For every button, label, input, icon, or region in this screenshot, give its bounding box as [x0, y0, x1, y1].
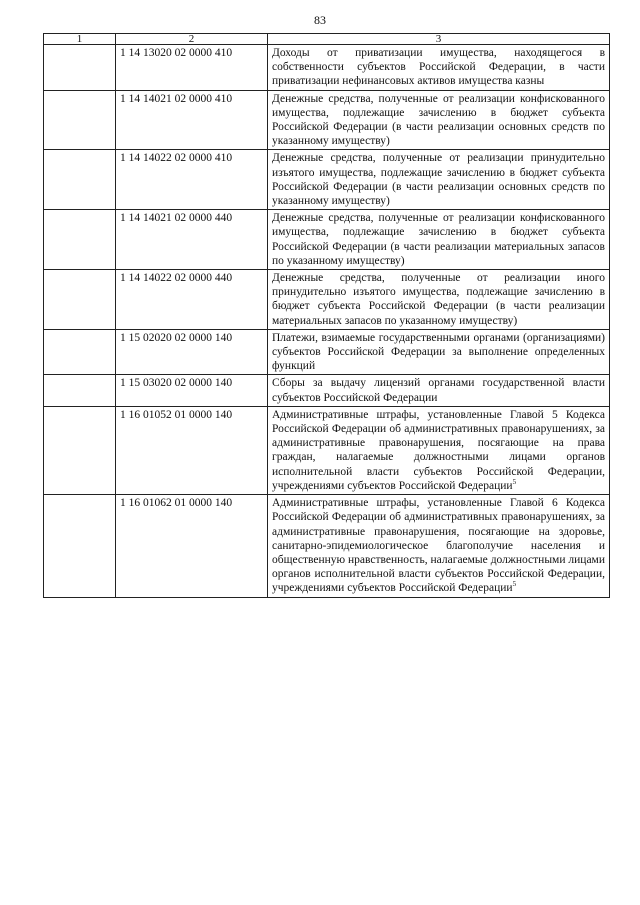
income-description-text: Денежные средства, полученные от реализации принудительно изъятого имущества, подлежащие зачислению в бюджет субъекта Российской Федерации (в части реализации основных средств по указанному имуществу)	[272, 152, 605, 208]
income-description-cell	[268, 329, 610, 375]
budget-code-cell: 1 14 14022 02 0000 410	[116, 150, 268, 210]
table-row	[44, 375, 610, 406]
income-description-text: Денежные средства, полученные от реализации конфискованного имущества, подлежащие зачислению в бюджет субъекта Российской Федерации (в части реализации материальных запасов по указанному имуществу)	[272, 212, 605, 267]
budget-code-cell: 1 15 02020 02 0000 140	[116, 329, 268, 375]
budget-code-cell: 1 14 14021 02 0000 410	[116, 90, 268, 150]
income-description-cell	[268, 375, 610, 406]
table-row	[44, 406, 610, 494]
income-codes-table	[43, 33, 610, 598]
row-number-cell	[44, 210, 116, 270]
income-description-text: Административные штрафы, установленные Главой 6 Кодекса Российской Федерации об административных правонарушениях, за административные правонарушения, посягающие на здоровье, санитарно-эпидемиологическое благополучие населения и общественную нравственность, налагаемые должностными лицами органов исполнительной власти субъектов Российской Федерации, учреждениями субъектов Российской Федерации	[272, 497, 605, 595]
income-description-cell	[268, 495, 610, 597]
income-description-text: Платежи, взимаемые государственными органами (организациями) субъектов Российской Федерации за выполнение определенных функций	[272, 331, 605, 373]
row-number-cell	[44, 406, 116, 494]
income-description-cell	[268, 45, 610, 91]
row-number-cell	[44, 375, 116, 406]
budget-code-cell: 1 14 14022 02 0000 440	[116, 270, 268, 330]
income-description-text: Доходы от приватизации имущества, находящегося в собственности субъектов Российской Федерации, в части приватизации нефинансовых активов имущества казны	[272, 47, 605, 88]
income-description-cell	[268, 90, 610, 150]
table-row	[44, 495, 610, 597]
row-number-cell	[44, 495, 116, 597]
table-row	[44, 90, 610, 150]
page-number: 83	[314, 13, 326, 27]
budget-code-cell: 1 14 13020 02 0000 410	[116, 45, 268, 91]
income-description-cell	[268, 270, 610, 330]
income-description-text: Денежные средства, полученные от реализации конфискованного имущества, подлежащие зачислению в бюджет субъекта Российской Федерации (в части реализации основных средств по указанному имуществу)	[272, 92, 605, 148]
table-row	[44, 45, 610, 91]
row-number-cell	[44, 270, 116, 330]
footnote-marker: 5	[512, 478, 517, 487]
income-description-text: Административные штрафы, установленные Главой 5 Кодекса Российской Федерации об административных правонарушениях, за административные правонарушения, посягающие на права граждан, налагаемые должностными лицами органов исполнительной власти субъектов Российской Федерации, учреждениями субъектов Российской Федерации	[272, 408, 605, 492]
budget-code-cell: 1 15 03020 02 0000 140	[116, 375, 268, 406]
column-header-1: 1	[44, 34, 116, 45]
income-description-cell	[268, 150, 610, 210]
table-header-row	[44, 34, 610, 45]
row-number-cell	[44, 329, 116, 375]
row-number-cell	[44, 150, 116, 210]
table-row	[44, 270, 610, 330]
income-description-text: Сборы за выдачу лицензий органами государственной власти субъектов Российской Федерации	[272, 377, 605, 404]
budget-code-cell: 1 14 14021 02 0000 440	[116, 210, 268, 270]
budget-code-cell: 1 16 01062 01 0000 140	[116, 495, 268, 597]
table-row	[44, 210, 610, 270]
table-row	[44, 329, 610, 375]
row-number-cell	[44, 90, 116, 150]
column-header-3: 3	[268, 34, 610, 45]
footnote-marker: 5	[512, 580, 517, 589]
column-header-2: 2	[116, 34, 268, 45]
budget-code-cell: 1 16 01052 01 0000 140	[116, 406, 268, 494]
row-number-cell	[44, 45, 116, 91]
income-description-cell	[268, 210, 610, 270]
income-description-text: Денежные средства, полученные от реализации иного принудительно изъятого имущества, подлежащие зачислению в бюджет субъекта Российской Федерации (в части реализации материальных запасов по указанному имуществу)	[272, 272, 605, 327]
table-row	[44, 150, 610, 210]
income-description-cell	[268, 406, 610, 494]
